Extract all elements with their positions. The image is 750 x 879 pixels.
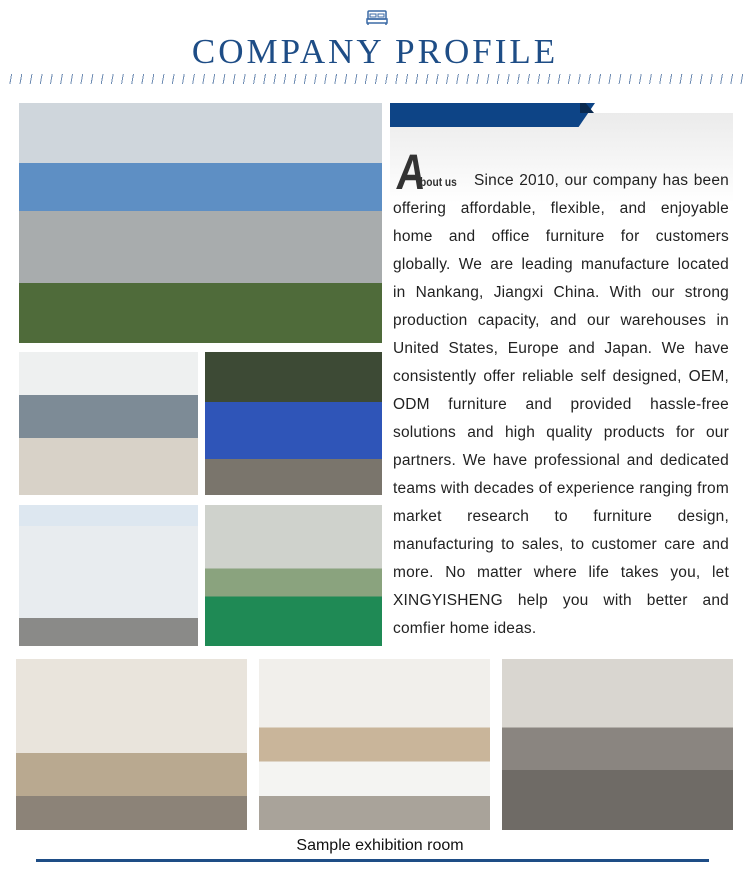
about-line: production capacity, and our warehouses in (393, 312, 729, 329)
bottom-rule (36, 859, 709, 862)
caption: Sample exhibition room (296, 837, 464, 854)
about-heading: bout us (420, 175, 457, 189)
about-line: more. No matter where life takes you, let (393, 564, 729, 581)
about-line: comfier home ideas. (393, 620, 537, 637)
about-line: Since 2010, our company has been (474, 172, 729, 189)
living-room-photo (16, 659, 247, 830)
about-line: teams with decades of experience ranging from (393, 480, 729, 497)
about-line: market research to furniture design, (393, 508, 729, 525)
drop-cap: A (393, 144, 430, 200)
about-line: ODM furniture and provided hassle-free (393, 396, 729, 413)
about-line: partners. We have professional and dedicated (393, 452, 729, 469)
about-line: solutions and high quality products for our (393, 424, 729, 441)
about-line: home and office furniture for customers (393, 228, 729, 245)
lounge-photo (502, 659, 733, 830)
production-line-photo (205, 505, 382, 646)
bedroom-photo (259, 659, 490, 830)
about-line: globally. We are leading manufacture located (393, 256, 729, 273)
about-line: consistently offer reliable self designed, OEM, (393, 368, 729, 385)
page-title: COMPANY PROFILE (191, 32, 559, 71)
about-line: offering affordable, flexible, and enjoyable (393, 200, 729, 217)
about-line: United States, Europe and Japan. We have (393, 340, 729, 357)
office-photo (19, 352, 198, 495)
header-bar (390, 103, 595, 127)
factory-exterior-photo (19, 103, 382, 343)
bed-icon (366, 10, 388, 26)
about-line: manufacturing to sales, to customer care and (393, 536, 729, 553)
warehouse-photo (19, 505, 198, 646)
dashed-divider (4, 74, 746, 84)
about-line: in Nankang, Jiangxi China. With our strong (393, 284, 729, 301)
about-line: XINGYISHENG help you with better and (393, 592, 729, 609)
team-photo (205, 352, 382, 495)
